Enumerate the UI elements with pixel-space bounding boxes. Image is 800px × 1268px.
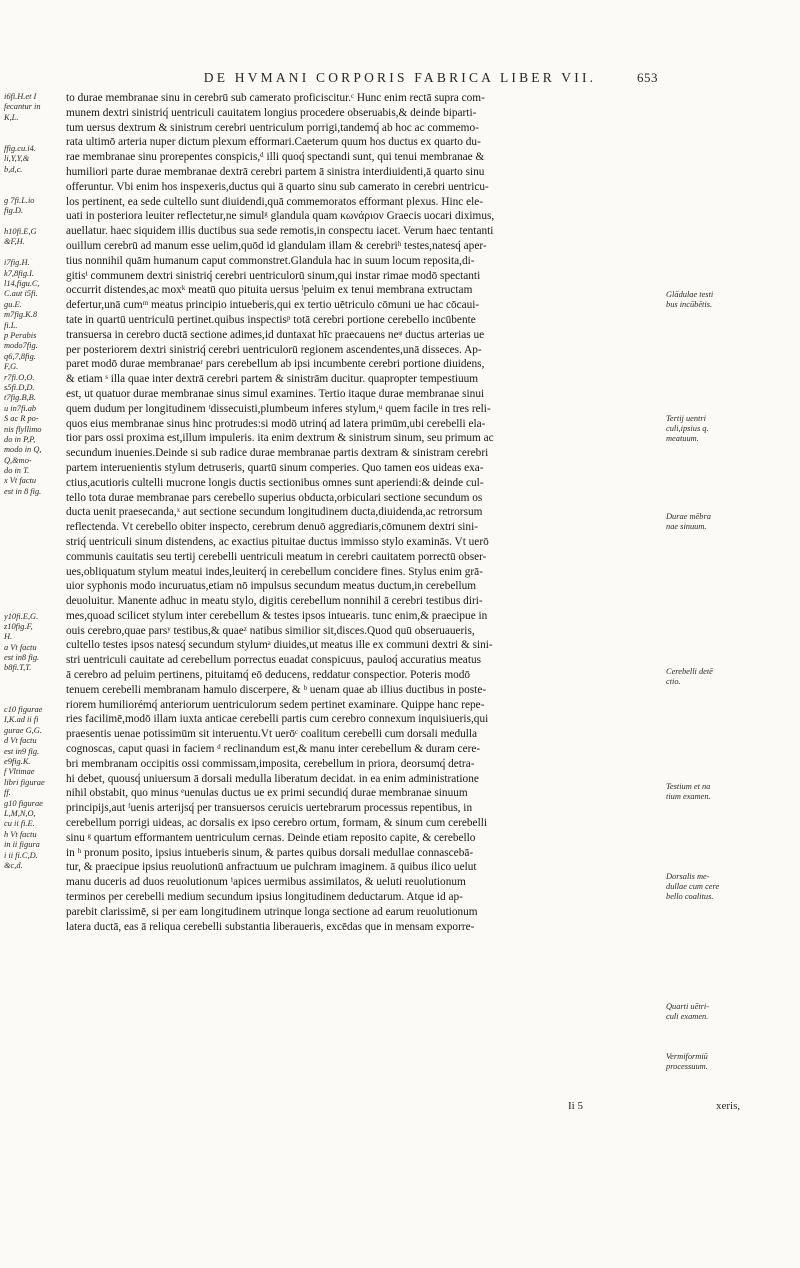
text-line: rae membranae sinu prorepentes conspicis,ᵈ illi quoq́ spectandi sunt, qui tenui membranae & — [66, 151, 485, 164]
margin-reference: Q,&mo- — [4, 455, 32, 465]
margin-reference: in ii figura — [4, 840, 40, 850]
side-note — [666, 1052, 796, 1072]
text-line: humiliori parte durae membranae dextrā cerebri partem ā sinistra interdiuidenti,ā quarto sinu — [66, 165, 485, 178]
margin-reference: l14,figu.C, — [4, 279, 40, 289]
side-note-line: Dorsalis me- — [666, 872, 710, 881]
main-text-block — [66, 91, 658, 934]
margin-reference: i7fig.H. — [4, 258, 30, 268]
text-line: tum uersus dextrum & sinistrum cerebri uentriculum porrigi,tandemq́ ab hoc ac commemo- — [66, 121, 479, 134]
text-line: cultello testes ipsos natesq́ secundum stylumᵃ diuides,ut meatus ille ex communi dextri & sini- — [66, 639, 493, 652]
margin-reference: I,K.ad ii fi — [4, 715, 39, 725]
margin-reference: S ac R po- — [4, 414, 39, 424]
margin-reference: &F,H. — [4, 237, 25, 247]
margin-reference: fi.L. — [4, 320, 18, 330]
margin-reference: s5fi.D,D. — [4, 382, 35, 392]
margin-reference: do in P,P, — [4, 434, 36, 444]
side-note — [666, 290, 796, 310]
text-line: ā cerebro ad peluim pertinens, pituitamq́ eō deducens, reddatur conspectior. Poteris modō — [66, 669, 471, 682]
margin-reference — [4, 508, 66, 518]
text-line: mes,quoad scilicet stylum inter cerebellum & testes ipsos intuearis. tunc enim,& praecipue in — [66, 609, 488, 622]
margin-reference: modo in Q, — [4, 445, 42, 455]
side-note-line: dullae cum cere — [666, 882, 720, 891]
text-line: ries facilimē,modō illam iuxta anticae cerebelli partis cum cerebro connexum inquisiueris,qui — [66, 713, 489, 726]
margin-reference: fecantur in — [4, 102, 41, 112]
margin-reference — [4, 186, 66, 196]
text-line: stri uentriculi cauitate ad cerebellum porrectus euadat conspicuus, pauloq́ accuratius meatus — [66, 654, 482, 667]
margin-reference: k7,8fig.I. — [4, 268, 35, 278]
side-note-line: processuum. — [666, 1062, 708, 1071]
text-line: deuoluitur. Manente adhuc in meatu stylo, digitis cerebellum nonnihil ā cerebri testibus diri- — [66, 595, 483, 608]
text-line: tate in quartū uentriculū pertinet.quibus inspectisᵖ totā cerebri portione cerebello incūbente — [66, 313, 476, 326]
side-note-line: Cerebelli detē — [666, 667, 713, 676]
text-line: tior pars ossi proxima est,illum impuleris. ita enim dextrum & sinistrum sinum, seu primum ac — [66, 432, 494, 445]
text-line: nihil obstabit, quo minus ᵉuenulas ductus ue ex primi secundiq́ durae membranae sinuum — [66, 787, 468, 800]
margin-reference — [4, 539, 66, 549]
running-title: DE HVMANI CORPORIS FABRICA LIBER VII. — [203, 70, 597, 85]
side-note-line: Quarti uētri- — [666, 1002, 710, 1011]
margin-reference: gurae G,G. — [4, 725, 42, 735]
margin-reference: L,M,N,O, — [4, 808, 36, 818]
margin-reference: p Perabis — [4, 330, 37, 340]
side-note-line: Vermiformiū — [666, 1052, 708, 1061]
text-line: partem interuenientis stylum detruseris, quartū sinum comperies. Quo tamen eos uideas exa- — [66, 461, 484, 474]
margin-reference — [4, 549, 66, 559]
text-line: bri membranam occipitis ossi commissam,imposita, cerebellum in priora, deorsumq́ detra- — [66, 757, 475, 770]
text-line: principijs,aut ᶠuenis arterijsq́ per transuersos ceruicis uertebrarum processus repentibus, in — [66, 802, 473, 815]
text-line: ouis cerebro,quae parsʸ testibus,& quaeᶻ natibus similior sit,disces.Quod quū obseruaueris, — [66, 624, 475, 637]
text-line: occurrit distendes,ac moxᵏ meatū quo pituita uersus ˡpeluim ex tenui membrana extructam — [66, 284, 473, 297]
text-line: striq́ uentriculi sinum distendens, ac exactius pituitae ductus immisso stylo examinās. Vt uerō — [66, 535, 489, 548]
margin-reference — [4, 497, 66, 507]
margin-reference — [4, 580, 66, 590]
margin-reference — [4, 560, 66, 570]
side-note-line: bello coalitus. — [666, 892, 714, 901]
side-note-line: Durae mēbra — [666, 512, 711, 521]
margin-reference: d Vt factu — [4, 736, 37, 746]
margin-reference: u in7fi.ab — [4, 403, 37, 413]
side-note-line: nae sinuum. — [666, 522, 707, 531]
margin-reference: q6,7,8fig. — [4, 351, 36, 361]
margin-reference — [4, 591, 66, 601]
margin-reference: li,Y,Y,& — [4, 154, 30, 164]
text-line: ues,obliquatum stylum meatui indes,leuiterq́ in cerebellum concidere fines. Stylus enim grā- — [66, 565, 483, 578]
side-note-line: Testium et na — [666, 782, 711, 791]
text-line: secundum inuenies.Deinde si sub radice durae membranae partis dextram & sinistram cerebri — [66, 447, 489, 460]
margin-reference: a Vt factu — [4, 642, 37, 652]
page-number: 653 — [637, 70, 658, 85]
text-line: parebit clarissimē, si per eam longitudinem utrinque longa sectione ad earum reuolutionum — [66, 905, 478, 918]
margin-reference — [4, 123, 66, 133]
side-note — [666, 872, 796, 902]
text-line: latera ductā, eas ā reliqua cerebelli substantia liberaueris, excēdas que in mensam exporre- — [66, 920, 475, 933]
margin-reference: cu ii fi.E. — [4, 819, 35, 829]
text-line: gitisⁱ communem dextri sinistriq́ cerebri uentriculorū sinum,qui instar rimae modō spectanti — [66, 269, 481, 282]
margin-reference: &c,d. — [4, 860, 23, 870]
margin-reference: libri figurae — [4, 777, 45, 787]
margin-reference — [4, 684, 66, 694]
text-line: quem dudum per longitudinem ᵗdissecuisti,plumbeum inferes stylum,ᵘ quem facile in tres reli- — [66, 402, 491, 415]
text-line: tius nonnihil quām humanum caput commonstret.Glandula hac in suum locum reposita,di- — [66, 254, 475, 267]
margin-reference: b8fi.T,T. — [4, 663, 32, 673]
side-note-line: Tertij uentri — [666, 414, 706, 423]
margin-reference — [4, 601, 66, 611]
text-line: in ʰ pronum posito, ipsius intueberis sinum, & partes quibus dorsali medullae connascebā- — [66, 846, 474, 859]
margin-reference: h Vt factu — [4, 829, 37, 839]
running-header — [0, 70, 800, 92]
side-note-line: bus incūbētis. — [666, 300, 713, 309]
text-line: rata ultimō arteria nuper dictum plexum efformari.Caeterum quum hos ductus ex quarto du- — [66, 136, 481, 149]
margin-reference: do in T. — [4, 466, 30, 476]
margin-reference — [4, 217, 66, 227]
margin-reference: r7fi.O,O. — [4, 372, 35, 382]
margin-reference: fig.D. — [4, 206, 24, 216]
text-line: transuersa in cerebro ductā sectione adimes,id duntaxat hīc praecauens neᵠ ductus arterias ue — [66, 328, 485, 341]
text-line: paret modō durae membranaeʳ pars cerebellum ab ipsi incumbente cerebri portione diuidens, — [66, 358, 485, 371]
side-note-line: tium examen. — [666, 792, 711, 801]
margin-reference: z10fig.F, — [4, 621, 33, 631]
signature-mark: Ii 5 — [568, 1100, 583, 1112]
margin-reference — [4, 528, 66, 538]
margin-reference: x Vt factu — [4, 476, 37, 486]
margin-reference: est in9 fig. — [4, 746, 40, 756]
margin-reference: F,G. — [4, 362, 19, 372]
text-line: uati in posteriora leuiter reflectetur,ne simulᵍ glandula quam κωνάριον Graecis uocari diximus, — [66, 210, 495, 223]
text-line: sinu ᵍ quartum efformantem uentriculum cernas. Deinde etiam reposito capite, & cerebello — [66, 831, 476, 844]
text-line: to durae membranae sinu in cerebrū sub camerato proficiscitur.ᶜ Hunc enim rectā supra com- — [66, 92, 485, 104]
text-line: auellatur. haec siquidem illis ductibus sua sede remotis,in conspectu iacet. Verum haec tentanti — [66, 225, 494, 238]
margin-reference — [4, 674, 66, 684]
text-line: cognoscas, caput quasi in faciem ᵈ reclinandum est,& manu inter cerebellum & duram cere- — [66, 743, 481, 756]
side-note — [666, 667, 796, 687]
margin-reference: b,d,c. — [4, 164, 23, 174]
side-note-line: culi,ipsius q. — [666, 424, 709, 433]
margin-reference: ff. — [4, 788, 11, 798]
margin-reference: H. — [4, 632, 13, 642]
text-line: offeruntur. Vbi enim hos inspexeris,ductus qui ā quarto sinu sub camerato in cerebri uentricu- — [66, 180, 489, 193]
text-line: tello tota durae membranae pars cerebello superius obducta,orbiculari sectione secundum os — [66, 491, 483, 504]
text-line: riorem humiliorémq́ anteriorum uentriculorum sedem pertinet examinare. Quippe hanc repe- — [66, 698, 485, 711]
margin-reference — [4, 248, 66, 258]
text-line: ctius,acutioris cultelli mucrone longis ductis sectionibus omnes sunt aperiendi:& deinde cul- — [66, 476, 484, 489]
margin-reference: est in 8 fig. — [4, 486, 42, 496]
text-line: est, ut quatuor durae membranae sinus simul examines. Tertio itaque durae membranae sinui — [66, 387, 485, 400]
text-line: reflectenda. Vt cerebello obiter inspecto, cerebrum denuō aggrediaris,cōmunem dextri sini- — [66, 521, 478, 534]
margin-reference: gu.E. — [4, 299, 22, 309]
margin-reference: modo7fig. — [4, 341, 38, 351]
margin-reference — [4, 695, 66, 705]
text-line: tenuem cerebelli membranam hamulo discerpere, & ᵇ uenam quae ab illius ductibus in poste- — [66, 683, 487, 696]
margin-reference: e9fig.K. — [4, 757, 31, 766]
margin-reference: y10fi.E,G. — [4, 611, 39, 621]
text-line: manu duceris ad duos reuolutionum ⁱapices uermibus assimilatos, & ueluti reuolutionum — [66, 876, 466, 889]
left-margin-references — [4, 92, 66, 871]
side-note — [666, 512, 796, 532]
text-line: terminos per cerebelli medium secundum ipsius longitudinem deductarum. Atque id ap- — [66, 891, 463, 904]
margin-reference: i ii fi.C,D. — [4, 850, 38, 860]
margin-reference: m7fig.K.8 — [4, 310, 38, 320]
text-line: praesentis uenae potissimūm sit interuentu.Vt uerōᶜ coalitum cerebelli cum dorsali medulla — [66, 728, 478, 741]
text-line: hi debet, quousq́ uniuersum ā dorsali medulla liberatum decidat. in ea enim administratione — [66, 772, 479, 785]
margin-reference — [4, 175, 66, 185]
margin-reference: c10 figurae — [4, 705, 43, 715]
side-note-line: ctio. — [666, 677, 681, 686]
text-line: per posteriorem dextri sinistriq́ cerebri uentriculorū regionem ascendentes,unā disseces. Ap- — [66, 343, 482, 356]
text-line: munem dextri sinistriq́ uentriculi cauitatem longius procedere obseruabis,& deinde biparti- — [66, 106, 477, 119]
text-line: ducta uenit praesecanda,ˣ aut sectione secundum longitudinem ducta,diuidenda,ac retrorsum — [66, 506, 483, 519]
margin-reference: est in8 fig. — [4, 653, 40, 663]
side-note — [666, 782, 796, 802]
side-note-line: Glādulae testi — [666, 290, 714, 299]
margin-reference: t7fig.B,B. — [4, 393, 36, 403]
side-note-line: meatuum. — [666, 434, 699, 443]
text-line: los pertinent, ea sede cultello sunt diuidendi,quā commemoratos efformant plexus. Hinc ele- — [66, 195, 484, 208]
margin-reference: g 7fi.L.io — [4, 195, 35, 205]
margin-reference: f Vltimae — [4, 767, 35, 777]
text-line: cerebellum porrigi uideas, ac dorsalis ex ipso cerebro ortum, formam, & sinum cum cerebelli — [66, 817, 487, 830]
margin-reference: i6fi.H.et I — [4, 92, 37, 101]
catchword: xeris, — [716, 1100, 741, 1112]
margin-reference — [4, 518, 66, 528]
margin-reference: nis flyllimo — [4, 424, 42, 434]
side-note — [666, 414, 796, 444]
margin-reference: C.aut i5fi. — [4, 289, 38, 299]
margin-reference: ffig.cu.i4. — [4, 143, 36, 153]
margin-reference — [4, 570, 66, 580]
side-note-line: culi examen. — [666, 1012, 709, 1021]
margin-reference — [4, 134, 66, 144]
margin-reference: g10 figurae — [4, 798, 43, 808]
text-line: tur, & praecipue ipsius reuolutionū anfractuum ue pulchram imaginem. ā quibus ilico uelut — [66, 861, 477, 874]
text-line: ouillum cerebrū ad manum esse uelim,quōd id glandulam illam & cerebriʰ testes,natesq́ aper- — [66, 239, 487, 252]
text-line: quos eius membranae sinus hinc protrudes:si modō utrinq́ ad latera primūm,ubi cerebelli ela- — [66, 417, 486, 430]
text-line: & etiam ˢ illa quae inter dextrā cerebri partem & sinistrām ducitur. quapropter tempestiuum — [66, 373, 479, 386]
margin-reference: K,L. — [4, 112, 19, 122]
text-line: communis cauitatis seu tertij cerebelli uentriculi meatum in cerebri cauitatem porrectū obser- — [66, 550, 487, 563]
text-line: uior syphonis modo incuruatus,etiam nō impulsus secundum meatus ductum,in cerebellum — [66, 580, 477, 593]
text-line: defertur,unā cumᵐ meatus principio intueberis,qui ex tertio uētriculo cōmuni ue hac cōcaui- — [66, 299, 480, 312]
margin-reference: h10fi.E,G — [4, 227, 37, 237]
side-note — [666, 1002, 796, 1022]
